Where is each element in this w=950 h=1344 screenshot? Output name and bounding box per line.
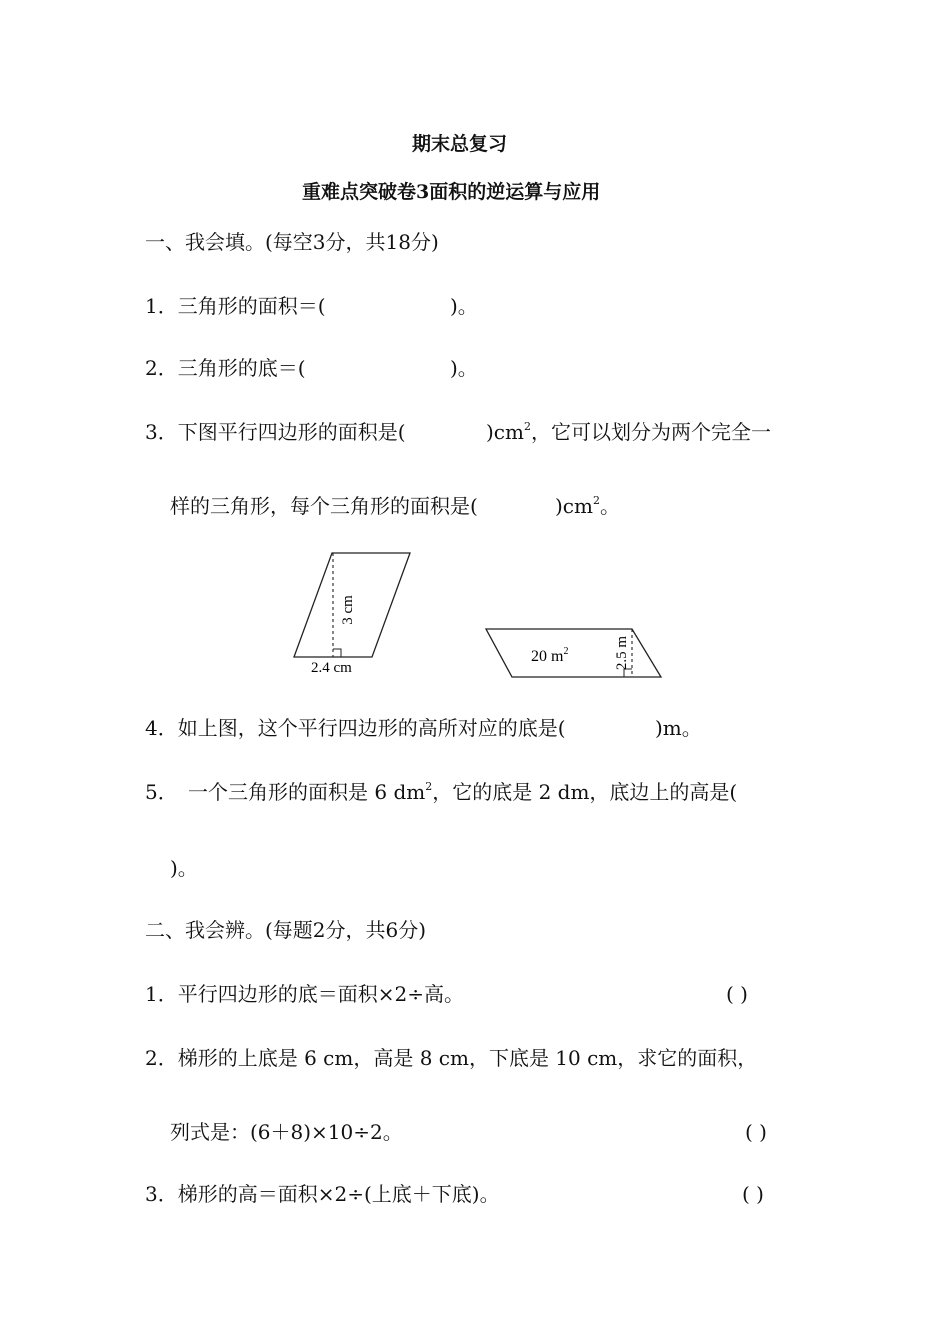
q-text: 下图平行四边形的面积是( bbox=[177, 420, 406, 444]
answer-blank-close: )。 bbox=[450, 356, 478, 380]
section1-heading: 一、我会填。(每空3分，共18分) bbox=[145, 230, 439, 254]
parallelogram-1 bbox=[294, 553, 410, 676]
superscript: 2 bbox=[523, 420, 531, 433]
base-label: 2.4 cm bbox=[311, 660, 352, 676]
answer-paren[interactable]: ( ) bbox=[745, 1120, 767, 1144]
question-1-3-line2-end: )$cm^2$。 bbox=[555, 494, 620, 518]
superscript: 2 bbox=[592, 494, 600, 507]
section2-heading: 二、我会辨。(每题2分，共6分) bbox=[145, 918, 427, 942]
q-number: 3． bbox=[145, 1182, 178, 1206]
question-2-2-line1 bbox=[145, 1046, 757, 1070]
answer-paren[interactable]: ( ) bbox=[742, 1182, 764, 1206]
q-number: 2． bbox=[145, 1046, 178, 1070]
superscript: 2 bbox=[425, 780, 433, 793]
question-1-3-line1-end: )$cm^2$，它可以划分为两个完全一 bbox=[486, 420, 771, 444]
question-2-2-line2: 列式是：(6＋8)×10÷2。 bbox=[170, 1120, 403, 1144]
parallelogram-figures bbox=[0, 540, 950, 700]
q-number: 2． bbox=[145, 356, 178, 380]
height-label: 2.5 m bbox=[614, 635, 630, 671]
question-1-5-line2: )。 bbox=[170, 856, 198, 880]
page-subtitle: 重难点突破卷3面积的逆运算与应用 bbox=[302, 181, 601, 203]
parallelogram-2 bbox=[486, 629, 661, 677]
question-1-1 bbox=[145, 294, 326, 318]
q-number: 5． bbox=[145, 780, 178, 804]
question-1-2 bbox=[145, 356, 306, 380]
q-text: 梯形的上底是 6 cm，高是 8 cm，下底是 10 cm，求它的面积， bbox=[177, 1046, 758, 1070]
question-2-3 bbox=[145, 1182, 500, 1206]
question-2-1 bbox=[145, 982, 464, 1006]
question-1-3-line1 bbox=[145, 420, 406, 444]
q-text: 三角形的底＝( bbox=[177, 356, 306, 380]
answer-paren[interactable]: ( ) bbox=[726, 982, 748, 1006]
q-number: 4． bbox=[145, 716, 178, 740]
answer-blank-close: )。 bbox=[450, 294, 478, 318]
answer-blank-close: )m。 bbox=[655, 716, 702, 740]
q-text: 梯形的高＝面积×2÷(上底＋下底)。 bbox=[177, 1182, 500, 1206]
q-number: 1． bbox=[145, 294, 178, 318]
q-number: 3． bbox=[145, 420, 178, 444]
q-text: 平行四边形的底＝面积×2÷高。 bbox=[177, 982, 464, 1006]
q-text: 三角形的面积＝( bbox=[177, 294, 326, 318]
height-label: 3 cm bbox=[340, 595, 356, 625]
page-title: 期末总复习 bbox=[412, 133, 508, 155]
area-label: 20 $m^2$ bbox=[531, 646, 569, 665]
q-text: 如上图，这个平行四边形的高所对应的底是( bbox=[177, 716, 566, 740]
question-1-4 bbox=[145, 716, 566, 740]
question-1-3-line2: 样的三角形，每个三角形的面积是( bbox=[170, 494, 478, 518]
question-1-5-text: 一个三角形的面积是 6 $dm^2$，它的底是 2 dm，底边上的高是( bbox=[188, 780, 738, 804]
q-number: 1． bbox=[145, 982, 178, 1006]
question-1-5-line1 bbox=[145, 780, 178, 804]
